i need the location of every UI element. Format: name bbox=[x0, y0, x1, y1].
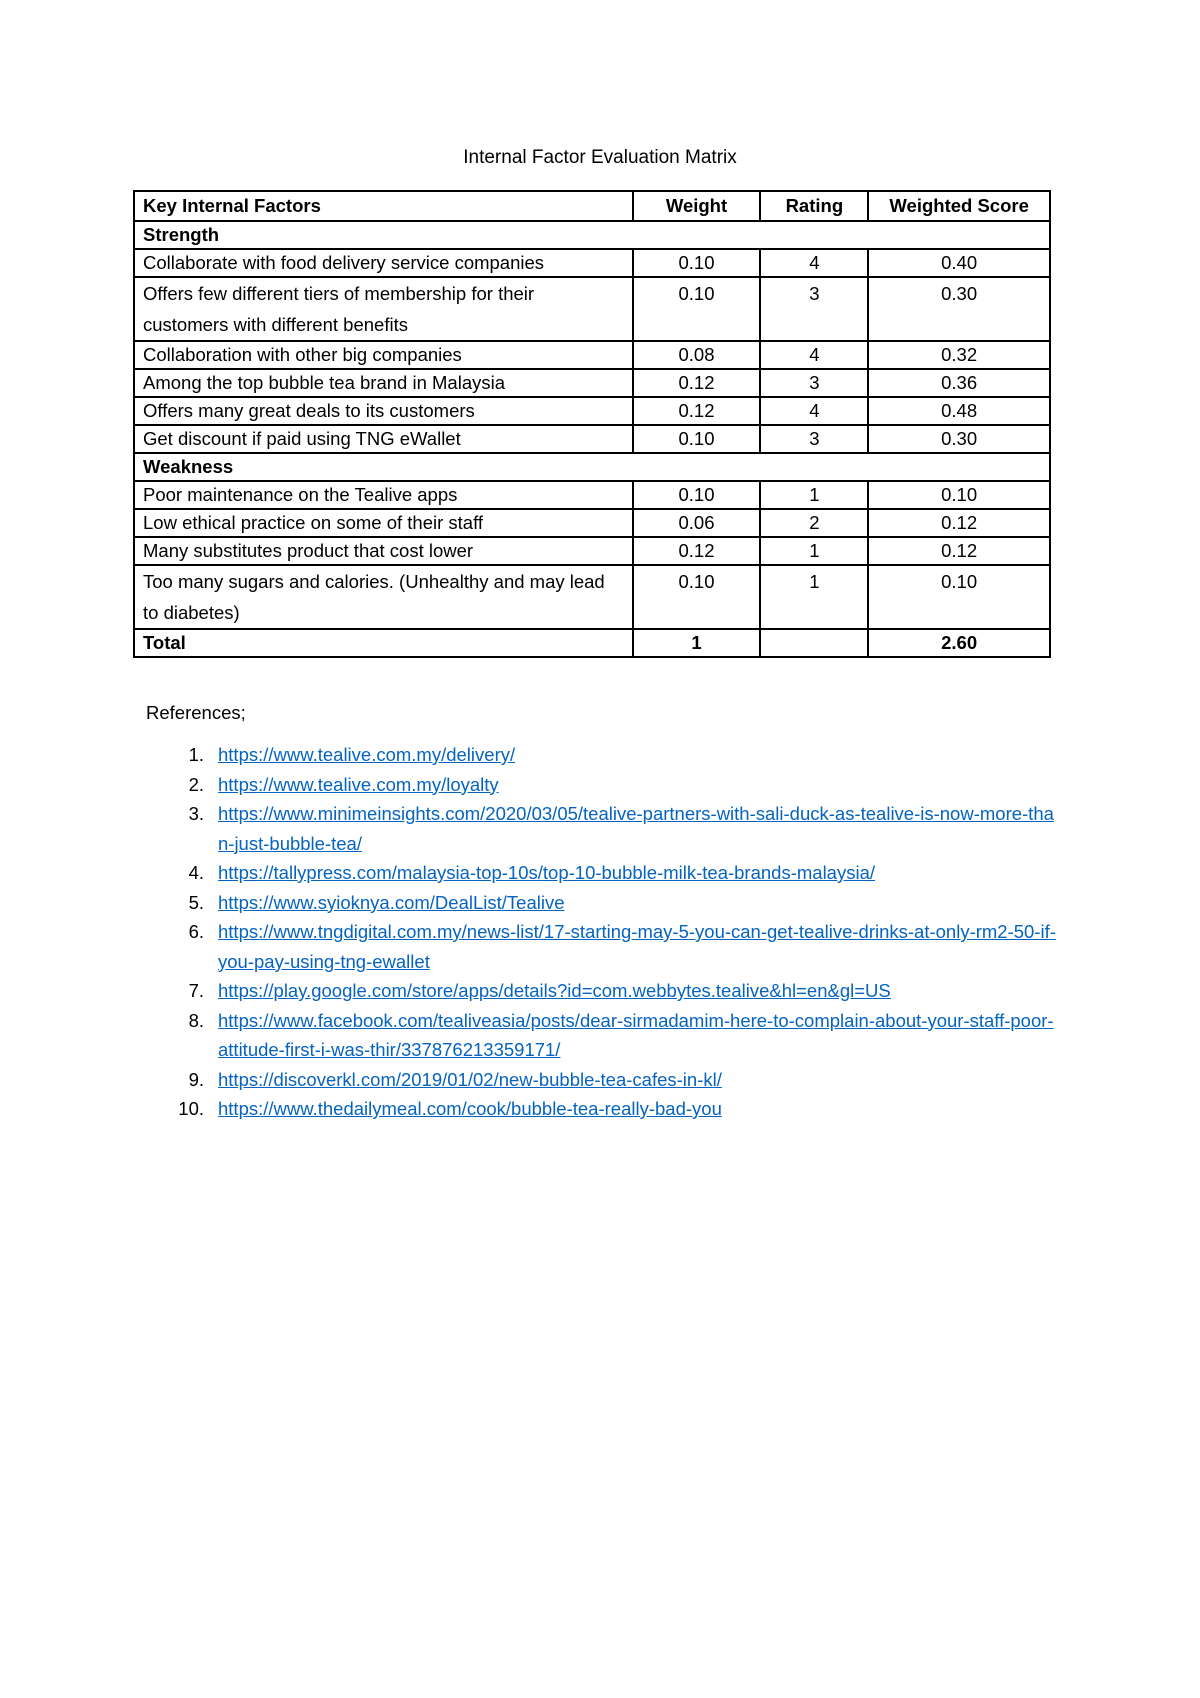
weight-cell: 0.12 bbox=[633, 369, 761, 397]
weight-cell: 0.12 bbox=[633, 537, 761, 565]
list-item bbox=[146, 917, 1066, 976]
score-cell: 0.12 bbox=[868, 509, 1050, 537]
factor-cell: Offers few different tiers of membership for their customers with different benefits bbox=[134, 277, 633, 341]
rating-cell: 2 bbox=[760, 509, 868, 537]
reference-number: 8. bbox=[188, 1009, 204, 1031]
factor-cell: Get discount if paid using TNG eWallet bbox=[134, 425, 633, 453]
factor-cell: Many substitutes product that cost lower bbox=[134, 537, 633, 565]
list-item bbox=[146, 770, 1066, 800]
strength-section-row bbox=[134, 221, 1050, 249]
score-cell: 0.10 bbox=[868, 565, 1050, 629]
table-row bbox=[134, 277, 1050, 341]
factor-cell: Poor maintenance on the Tealive apps bbox=[134, 481, 633, 509]
weight-cell: 0.12 bbox=[633, 397, 761, 425]
table-row bbox=[134, 509, 1050, 537]
list-item bbox=[146, 976, 1066, 1006]
list-item bbox=[146, 1065, 1066, 1095]
weight-cell: 0.10 bbox=[633, 249, 761, 277]
weakness-section-row bbox=[134, 453, 1050, 481]
score-cell: 0.12 bbox=[868, 537, 1050, 565]
header-rating: Rating bbox=[760, 191, 868, 221]
list-item bbox=[146, 740, 1066, 770]
table-row bbox=[134, 537, 1050, 565]
rating-cell: 3 bbox=[760, 425, 868, 453]
weight-cell: 0.10 bbox=[633, 565, 761, 629]
reference-link[interactable]: https://www.thedailymeal.com/cook/bubble-tea-really-bad-you bbox=[218, 1098, 722, 1119]
reference-number: 10. bbox=[178, 1098, 204, 1119]
reference-link[interactable]: https://www.tealive.com.my/loyalty bbox=[218, 773, 499, 795]
reference-number: 2. bbox=[188, 773, 204, 795]
weight-cell: 0.10 bbox=[633, 277, 761, 341]
document-title: Internal Factor Evaluation Matrix bbox=[463, 147, 737, 168]
table-row bbox=[134, 481, 1050, 509]
list-item bbox=[146, 1006, 1066, 1065]
reference-number: 9. bbox=[188, 1068, 204, 1090]
header-weight: Weight bbox=[633, 191, 761, 221]
references-list bbox=[146, 740, 1066, 1124]
reference-number: 7. bbox=[188, 980, 204, 1001]
strength-section-label: Strength bbox=[134, 221, 1050, 249]
reference-link[interactable]: https://play.google.com/store/apps/details?id=com.webbytes.tealive&hl=en&gl=US bbox=[218, 980, 891, 1001]
list-item bbox=[146, 1094, 1066, 1124]
table-header-row bbox=[134, 191, 1050, 221]
rating-cell: 3 bbox=[760, 369, 868, 397]
rating-cell: 1 bbox=[760, 565, 868, 629]
reference-number: 4. bbox=[188, 862, 204, 883]
rating-cell: 1 bbox=[760, 537, 868, 565]
score-cell: 0.48 bbox=[868, 397, 1050, 425]
total-label: Total bbox=[134, 629, 633, 657]
reference-link[interactable]: https://www.tngdigital.com.my/news-list/17-starting-may-5-you-can-get-tealive-drinks-at-only-rm2-50-if-you-pay-using-tng-ewallet bbox=[218, 921, 1056, 972]
total-score: 2.60 bbox=[868, 629, 1050, 657]
reference-link[interactable]: https://tallypress.com/malaysia-top-10s/top-10-bubble-milk-tea-brands-malaysia/ bbox=[218, 862, 876, 883]
list-item bbox=[146, 799, 1066, 858]
reference-number: 5. bbox=[188, 891, 204, 913]
ife-matrix-table bbox=[133, 190, 1051, 658]
reference-link[interactable]: https://discoverkl.com/2019/01/02/new-bubble-tea-cafes-in-kl/ bbox=[218, 1068, 722, 1090]
weight-cell: 0.10 bbox=[633, 425, 761, 453]
rating-cell: 4 bbox=[760, 249, 868, 277]
score-cell: 0.36 bbox=[868, 369, 1050, 397]
rating-cell: 4 bbox=[760, 341, 868, 369]
header-factor: Key Internal Factors bbox=[134, 191, 633, 221]
reference-link[interactable]: https://www.tealive.com.my/delivery/ bbox=[218, 744, 516, 765]
score-cell: 0.32 bbox=[868, 341, 1050, 369]
score-cell: 0.40 bbox=[868, 249, 1050, 277]
table-row bbox=[134, 249, 1050, 277]
score-cell: 0.30 bbox=[868, 425, 1050, 453]
reference-number: 6. bbox=[188, 921, 204, 942]
weakness-section-label: Weakness bbox=[134, 453, 1050, 481]
weight-cell: 0.10 bbox=[633, 481, 761, 509]
total-weight: 1 bbox=[633, 629, 761, 657]
reference-number: 1. bbox=[188, 744, 204, 765]
table-row bbox=[134, 565, 1050, 629]
list-item bbox=[146, 858, 1066, 888]
score-cell: 0.30 bbox=[868, 277, 1050, 341]
factor-cell: Low ethical practice on some of their staff bbox=[134, 509, 633, 537]
score-cell: 0.10 bbox=[868, 481, 1050, 509]
reference-number: 3. bbox=[188, 803, 204, 824]
table-row bbox=[134, 341, 1050, 369]
factor-cell: Offers many great deals to its customers bbox=[134, 397, 633, 425]
factor-cell: Collaborate with food delivery service companies bbox=[134, 249, 633, 277]
rating-cell: 3 bbox=[760, 277, 868, 341]
factor-cell: Too many sugars and calories. (Unhealthy and may lead to diabetes) bbox=[134, 565, 633, 629]
list-item bbox=[146, 888, 1066, 918]
references-heading: References; bbox=[146, 702, 246, 723]
weight-cell: 0.06 bbox=[633, 509, 761, 537]
header-weighted-score: Weighted Score bbox=[868, 191, 1050, 221]
reference-link[interactable]: https://www.facebook.com/tealiveasia/posts/dear-sirmadamim-here-to-complain-about-your-staff-poor-attitude-first-i-was-thir/337876213359171/ bbox=[218, 1009, 1054, 1060]
table-row bbox=[134, 397, 1050, 425]
total-row bbox=[134, 629, 1050, 657]
table-row bbox=[134, 369, 1050, 397]
factor-cell: Collaboration with other big companies bbox=[134, 341, 633, 369]
reference-link[interactable]: https://www.syioknya.com/DealList/Tealive bbox=[218, 891, 565, 913]
weight-cell: 0.08 bbox=[633, 341, 761, 369]
factor-cell: Among the top bubble tea brand in Malaysia bbox=[134, 369, 633, 397]
total-rating bbox=[760, 629, 868, 657]
rating-cell: 4 bbox=[760, 397, 868, 425]
table-row bbox=[134, 425, 1050, 453]
reference-link[interactable]: https://www.minimeinsights.com/2020/03/05/tealive-partners-with-sali-duck-as-tealive-is-now-more-than-just-bubble-tea/ bbox=[218, 803, 1054, 854]
rating-cell: 1 bbox=[760, 481, 868, 509]
